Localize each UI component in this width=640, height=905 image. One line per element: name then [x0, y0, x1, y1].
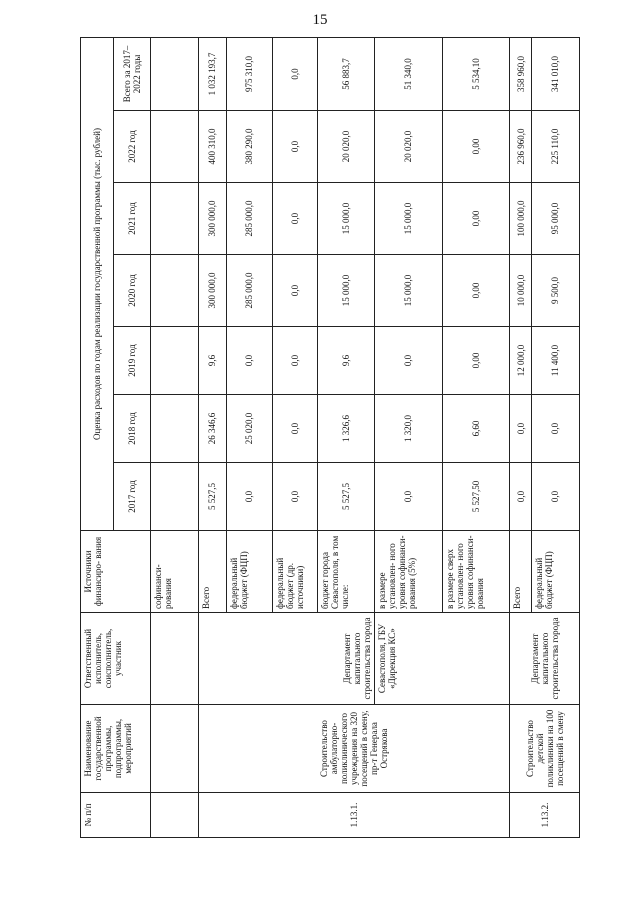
- value-cell: 0,0: [226, 327, 272, 395]
- value-cell: 12 000,0: [510, 327, 532, 395]
- value-cell: 15 000,0: [375, 183, 443, 255]
- source-cell: бюджет города Севастополя, в том числе:: [318, 531, 375, 613]
- value-cell: 0,0: [272, 327, 318, 395]
- value-cell: 380 290,0: [226, 111, 272, 183]
- header-executor: Ответственный исполнитель, соисполнитель, участник: [81, 613, 151, 705]
- value-cell: 1 032 193,7: [198, 37, 226, 110]
- value-cell: 0,00: [442, 111, 510, 183]
- value-cell: 6,60: [442, 395, 510, 463]
- header-estimate: Оценка расходов по годам реализации государственной программы (тыс. рублей): [81, 37, 114, 530]
- value-cell: 95 000,0: [531, 183, 579, 255]
- value-cell: 1 326,6: [318, 395, 375, 463]
- value-cell: 20 020,0: [318, 111, 375, 183]
- value-cell: 51 340,0: [375, 37, 443, 110]
- value-cell: 0,0: [226, 463, 272, 531]
- source-cell: Всего: [510, 531, 532, 613]
- value-cell: 400 310,0: [198, 111, 226, 183]
- header-total: Всего за 2017–2022 годы: [113, 37, 150, 110]
- executor-cell: Департамент капитального строительства города: [510, 613, 580, 705]
- value-cell: 10 000,0: [510, 255, 532, 327]
- budget-table: [80, 37, 580, 838]
- header-year: 2020 год: [113, 255, 150, 327]
- value-cell: 0,0: [510, 463, 532, 531]
- source-cell: в размере сверх установлен- ного уровня софинанси- рования: [442, 531, 510, 613]
- value-cell: 0,0: [272, 37, 318, 110]
- source-cell: софинанси- рования: [150, 531, 198, 613]
- header-name: Наименование государственной программы, подпрограммы, мероприятий: [81, 705, 151, 793]
- value-cell: 285 000,0: [226, 255, 272, 327]
- value-cell: 0,00: [442, 255, 510, 327]
- header-year: 2022 год: [113, 111, 150, 183]
- value-cell: 0,0: [272, 395, 318, 463]
- header-year: 2018 год: [113, 395, 150, 463]
- source-cell: федеральный бюджет (ФЦП): [226, 531, 272, 613]
- header-source: Источники финансиро- вания: [81, 531, 151, 613]
- value-cell: 0,00: [442, 183, 510, 255]
- value-cell: 1 320,0: [375, 395, 443, 463]
- header-year: 2019 год: [113, 327, 150, 395]
- source-cell: в размере установлен- ного уровня софинанси- рования (5%): [375, 531, 443, 613]
- value-cell: 26 346,6: [198, 395, 226, 463]
- item-name: Строительство детской поликлиники на 100 посещений в смену: [510, 705, 580, 793]
- source-cell: федеральный бюджет (ФЦП): [531, 531, 579, 613]
- value-cell: 285 000,0: [226, 183, 272, 255]
- value-cell: 0,0: [375, 327, 443, 395]
- value-cell: 5 534,10: [442, 37, 510, 110]
- executor-cell: Севастополя, ГБУ «Дирекция КС»: [375, 613, 510, 705]
- value-cell: 0,0: [272, 255, 318, 327]
- value-cell: 0,0: [531, 463, 579, 531]
- value-cell: 358 960,0: [510, 37, 532, 110]
- value-cell: 9,6: [198, 327, 226, 395]
- header-year: 2021 год: [113, 183, 150, 255]
- value-cell: 0,0: [375, 463, 443, 531]
- value-cell: 20 020,0: [375, 111, 443, 183]
- table-row: [510, 37, 532, 837]
- table-row: [198, 37, 226, 837]
- value-cell: 25 020,0: [226, 395, 272, 463]
- table-row: [150, 37, 198, 837]
- value-cell: 5 527,5: [198, 463, 226, 531]
- value-cell: 5 527,50: [442, 463, 510, 531]
- source-cell: Всего: [198, 531, 226, 613]
- value-cell: 975 310,0: [226, 37, 272, 110]
- value-cell: 15 000,0: [375, 255, 443, 327]
- value-cell: 300 000,0: [198, 183, 226, 255]
- value-cell: 11 400,0: [531, 327, 579, 395]
- value-cell: 56 883,7: [318, 37, 375, 110]
- executor-cell: Департамент капитального строительства города: [198, 613, 374, 705]
- header-year: 2017 год: [113, 463, 150, 531]
- item-number: 1.13.1.: [198, 793, 510, 838]
- value-cell: 225 110,0: [531, 111, 579, 183]
- value-cell: 9,6: [318, 327, 375, 395]
- value-cell: 0,0: [272, 463, 318, 531]
- value-cell: 0,0: [272, 111, 318, 183]
- budget-table-frame: [80, 38, 580, 838]
- source-cell: федеральный бюджет (др. источники): [272, 531, 318, 613]
- value-cell: 0,0: [531, 395, 579, 463]
- header-row-1: [81, 37, 114, 837]
- value-cell: 15 000,0: [318, 255, 375, 327]
- page-number: 15: [312, 12, 328, 28]
- value-cell: 0,00: [442, 327, 510, 395]
- value-cell: 341 010,0: [531, 37, 579, 110]
- value-cell: 5 527,5: [318, 463, 375, 531]
- value-cell: 300 000,0: [198, 255, 226, 327]
- item-number: 1.13.2.: [510, 793, 580, 838]
- item-name: Строительство амбулаторно-поликлинического учреждения на 320 посещений в смену, пр-т Генерала Острякова: [198, 705, 510, 793]
- value-cell: 9 500,0: [531, 255, 579, 327]
- value-cell: 0,0: [510, 395, 532, 463]
- value-cell: 100 000,0: [510, 183, 532, 255]
- header-num: № п/п: [81, 793, 151, 838]
- value-cell: 0,0: [272, 183, 318, 255]
- value-cell: 236 960,0: [510, 111, 532, 183]
- value-cell: 15 000,0: [318, 183, 375, 255]
